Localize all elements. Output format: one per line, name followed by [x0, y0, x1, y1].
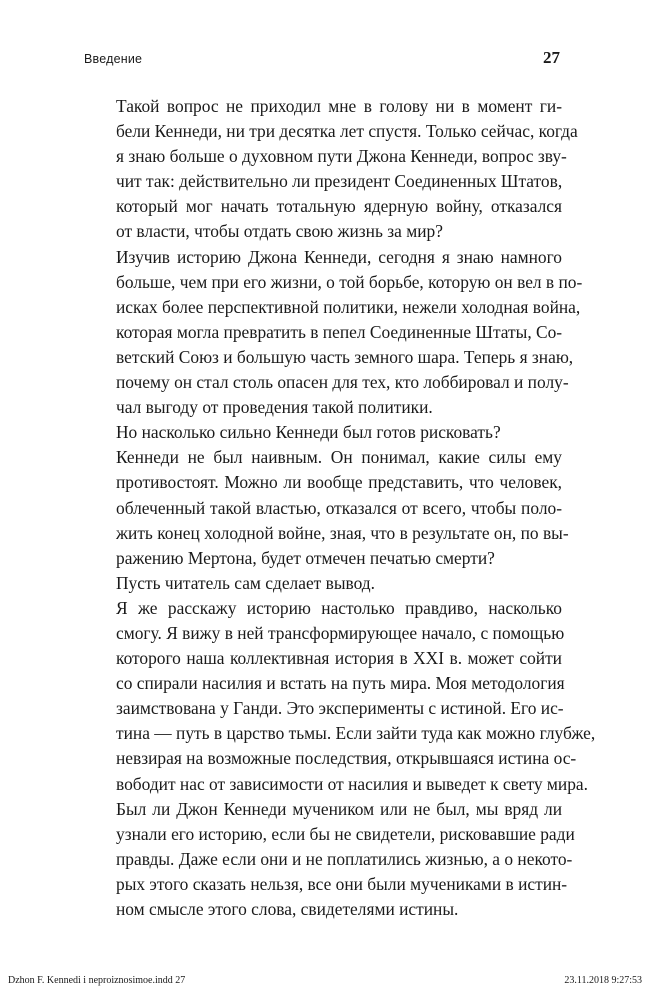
- print-timestamp: 23.11.2018 9:27:53: [564, 975, 642, 986]
- text-line: тина — путь в царство тьмы. Если зайти туда как можно глубже,: [116, 723, 596, 744]
- text-line: я знаю больше о духовном пути Джона Кеннеди, вопрос зву-: [116, 146, 567, 167]
- paragraph-4: [84, 445, 569, 570]
- text-line: со спирали насилия и встать на путь мира. Моя методология: [116, 673, 565, 694]
- text-line: заимствована у Ганди. Это эксперименты с истиной. Его ис-: [116, 698, 564, 719]
- paragraph-7: [84, 797, 575, 922]
- text-line: почему он стал столь опасен для тех, кто лоббировал и полу-: [116, 372, 569, 393]
- text-line: Изучив историю Джона Кеннеди, сегодня я знаю намного: [116, 246, 562, 267]
- text-line: смогу. Я вижу в ней трансформирующее начало, с помощью: [116, 622, 565, 643]
- text-line: правды. Даже если они и не поплатились жизнью, а о некото-: [116, 848, 573, 869]
- body-text: [84, 94, 596, 922]
- text-line: рых этого сказать нельзя, все они были мучениками в истин-: [116, 873, 568, 894]
- text-line: противостоят. Можно ли вообще представить, что человек,: [116, 472, 562, 493]
- text-line: облеченный такой властью, отказался от всего, чтобы поло-: [116, 497, 562, 518]
- text-line: ветский Союз и большую часть земного шара. Теперь я знаю,: [116, 346, 574, 367]
- running-title: Введение: [84, 52, 143, 66]
- text-line: ражению Мертона, будет отмечен печатью смерти?: [116, 547, 495, 568]
- paragraph-2: [84, 245, 583, 421]
- text-line: больше, чем при его жизни, о той борьбе, которую он вел в по-: [116, 271, 583, 292]
- text-line: который мог начать тотальную ядерную войну, отказался: [116, 196, 562, 217]
- text-line: бели Кеннеди, ни три десятка лет спустя. Только сейчас, когда: [116, 121, 578, 142]
- text-line: от власти, чтобы отдать свою жизнь за мир?: [116, 221, 443, 242]
- text-line: Был ли Джон Кеннеди мучеником или не был, мы вряд ли: [116, 798, 562, 819]
- text-line: Но насколько сильно Кеннеди был готов рисковать?: [116, 422, 501, 443]
- paragraph-5: [84, 571, 562, 596]
- text-line: ном смысле этого слова, свидетелями истины.: [116, 899, 459, 919]
- text-line: жить конец холодной войне, зная, что в результате он, по вы-: [116, 522, 569, 543]
- paragraph-6: [84, 596, 596, 797]
- print-file-info: Dzhon F. Kennedi i neproiznosimoe.indd 27: [8, 975, 186, 986]
- page-number: 27: [543, 48, 560, 67]
- paragraph-1: [84, 94, 578, 245]
- text-line: узнали его историю, если бы не свидетели, рисковавшие ради: [116, 823, 575, 844]
- text-line: которая могла превратить в пепел Соединенные Штаты, Со-: [116, 321, 563, 342]
- paragraph-3: [84, 420, 562, 445]
- text-line: невзирая на возможные последствия, открывшаяся истина ос-: [116, 748, 577, 769]
- text-line: исках более перспективной политики, нежели холодная война,: [116, 296, 581, 317]
- text-line: вободит нас от зависимости от насилия и выведет к свету мира.: [116, 773, 588, 794]
- text-line: Такой вопрос не приходил мне в голову ни в момент ги-: [116, 96, 562, 116]
- text-line: чал выгоду от проведения такой политики.: [116, 397, 433, 418]
- text-line: чит так: действительно ли президент Соединенных Штатов,: [116, 171, 563, 192]
- text-line: Кеннеди не был наивным. Он понимал, какие силы ему: [116, 447, 562, 468]
- text-line: которого наша коллективная история в XXI в. может сойти: [116, 648, 562, 669]
- text-line: Пусть читатель сам сделает вывод.: [116, 572, 375, 593]
- text-line: Я же расскажу историю настолько правдиво, насколько: [116, 597, 562, 618]
